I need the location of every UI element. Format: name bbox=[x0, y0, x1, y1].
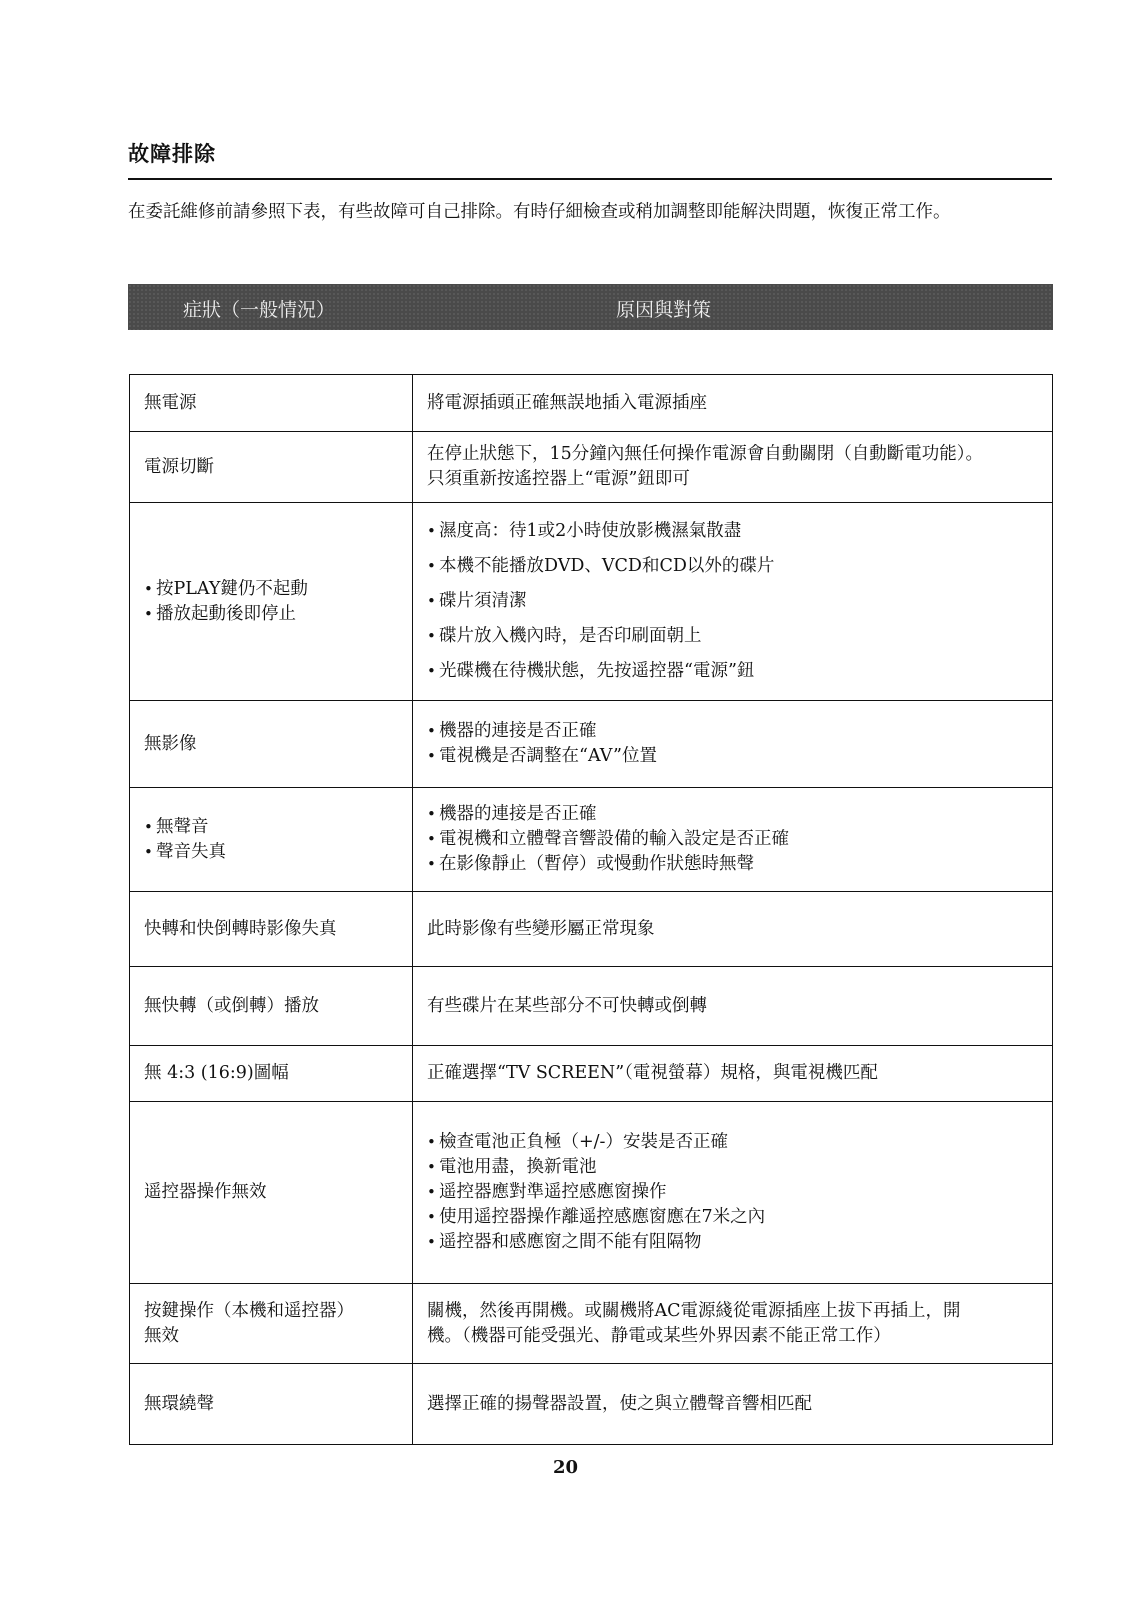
symptom-text: 無 4:3 (16:9)圖幅 bbox=[144, 1063, 289, 1083]
remedy-text: 關機，然後再開機。或關機將AC電源綫從電源插座上拔下再插上，開 bbox=[427, 1300, 961, 1321]
remedy-text: 正確選擇“TV SCREEN”（電視螢幕）規格，與電視機匹配 bbox=[427, 1063, 878, 1083]
remedy-text: 有些碟片在某些部分不可快轉或倒轉 bbox=[427, 995, 707, 1016]
symptom-cell bbox=[130, 503, 413, 701]
symptom-cell bbox=[130, 788, 413, 892]
symptom-bullet: • 聲音失真 bbox=[144, 840, 412, 865]
table-row bbox=[130, 892, 1053, 967]
symptom-cell bbox=[130, 432, 413, 503]
table-row bbox=[130, 701, 1053, 788]
title-divider bbox=[128, 178, 1052, 180]
remedy-bullet: • 碟片須清潔 bbox=[427, 589, 1052, 614]
table-row bbox=[130, 375, 1053, 432]
table-row bbox=[130, 503, 1053, 701]
remedy-text: 機。（機器可能受强光、静電或某些外界因素不能正常工作） bbox=[427, 1325, 891, 1346]
symptom-bullet: • 播放起動後即停止 bbox=[144, 602, 412, 627]
table-header-bar bbox=[128, 284, 1053, 330]
remedy-bullet: • 電視機是否調整在“AV”位置 bbox=[427, 744, 1052, 769]
table-row bbox=[130, 432, 1053, 503]
remedy-cell bbox=[413, 701, 1053, 788]
remedy-bullet: • 光碟機在待機狀態，先按遥控器“電源”鈕 bbox=[427, 659, 1052, 684]
symptom-cell bbox=[130, 892, 413, 967]
symptom-text: 電源切斷 bbox=[144, 456, 214, 477]
symptom-text: 無電源 bbox=[144, 392, 197, 413]
remedy-text: 只須重新按遙控器上“電源”鈕即可 bbox=[427, 469, 690, 489]
remedy-text: 選擇正確的揚聲器設置，使之與立體聲音響相匹配 bbox=[427, 1393, 812, 1414]
remedy-cell bbox=[413, 1364, 1053, 1445]
table-row bbox=[130, 1284, 1053, 1364]
symptom-text: 無環繞聲 bbox=[144, 1393, 214, 1414]
remedy-bullet: • 在影像靜止（暫停）或慢動作狀態時無聲 bbox=[427, 852, 1052, 877]
header-remedy: 原因與對策 bbox=[616, 299, 712, 321]
symptom-text: 按鍵操作（本機和遥控器） bbox=[144, 1300, 354, 1321]
symptom-cell bbox=[130, 701, 413, 788]
page-title: 故障排除 bbox=[128, 142, 216, 166]
page-number: 20 bbox=[552, 1457, 579, 1478]
symptom-cell bbox=[130, 967, 413, 1046]
table-row bbox=[130, 967, 1053, 1046]
remedy-bullet: • 濕度高：待1或2小時使放影機濕氣散盡 bbox=[427, 519, 1052, 544]
remedy-cell bbox=[413, 892, 1053, 967]
header-symptom: 症狀（一般情況） bbox=[183, 299, 336, 321]
symptom-cell bbox=[130, 1102, 413, 1284]
intro-text: 在委託維修前請參照下表，有些故障可自己排除。有時仔細檢查或稍加調整即能解決問題，恢復正常工作。 bbox=[128, 202, 951, 222]
remedy-bullet: • 電池用盡，換新電池 bbox=[427, 1155, 1052, 1180]
remedy-cell bbox=[413, 1046, 1053, 1102]
symptom-text: 快轉和快倒轉時影像失真 bbox=[144, 918, 337, 939]
table-row bbox=[130, 1364, 1053, 1445]
symptom-bullet: • 無聲音 bbox=[144, 815, 412, 840]
troubleshooting-table bbox=[129, 374, 1053, 1445]
table-row bbox=[130, 1102, 1053, 1284]
remedy-bullet: • 檢查電池正負極（+/-）安裝是否正確 bbox=[427, 1130, 1052, 1155]
remedy-cell bbox=[413, 375, 1053, 432]
remedy-text: 此時影像有些變形屬正常現象 bbox=[427, 918, 655, 939]
remedy-cell bbox=[413, 788, 1053, 892]
table-row bbox=[130, 1046, 1053, 1102]
symptom-cell bbox=[130, 1364, 413, 1445]
remedy-bullet: • 遥控器應對準遥控感應窗操作 bbox=[427, 1180, 1052, 1205]
remedy-bullet: • 遥控器和感應窗之間不能有阻隔物 bbox=[427, 1230, 1052, 1255]
remedy-cell bbox=[413, 1284, 1053, 1364]
remedy-cell bbox=[413, 1102, 1053, 1284]
remedy-bullet: • 機器的連接是否正確 bbox=[427, 719, 1052, 744]
remedy-bullet: • 碟片放入機內時，是否印刷面朝上 bbox=[427, 624, 1052, 649]
symptom-cell bbox=[130, 1046, 413, 1102]
remedy-bullet: • 電視機和立體聲音響設備的輸入設定是否正確 bbox=[427, 827, 1052, 852]
remedy-cell bbox=[413, 432, 1053, 503]
remedy-bullet: • 本機不能播放DVD、VCD和CD以外的碟片 bbox=[427, 554, 1052, 579]
symptom-cell bbox=[130, 1284, 413, 1364]
remedy-text: 將電源插頭正確無誤地插入電源插座 bbox=[427, 392, 707, 413]
symptom-text: 遥控器操作無效 bbox=[144, 1182, 267, 1202]
symptom-text: 無效 bbox=[144, 1325, 179, 1346]
symptom-cell bbox=[130, 375, 413, 432]
table-row bbox=[130, 788, 1053, 892]
symptom-bullet: • 按PLAY鍵仍不起動 bbox=[144, 577, 412, 602]
remedy-text: 在停止狀態下，15分鐘內無任何操作電源會自動關閉（自動斷電功能）。 bbox=[427, 444, 984, 464]
remedy-cell bbox=[413, 967, 1053, 1046]
symptom-text: 無快轉（或倒轉）播放 bbox=[144, 995, 319, 1016]
remedy-bullet: • 機器的連接是否正確 bbox=[427, 802, 1052, 827]
remedy-cell bbox=[413, 503, 1053, 701]
symptom-text: 無影像 bbox=[144, 733, 197, 754]
remedy-bullet: • 使用遥控器操作離遥控感應窗應在7米之內 bbox=[427, 1205, 1052, 1230]
